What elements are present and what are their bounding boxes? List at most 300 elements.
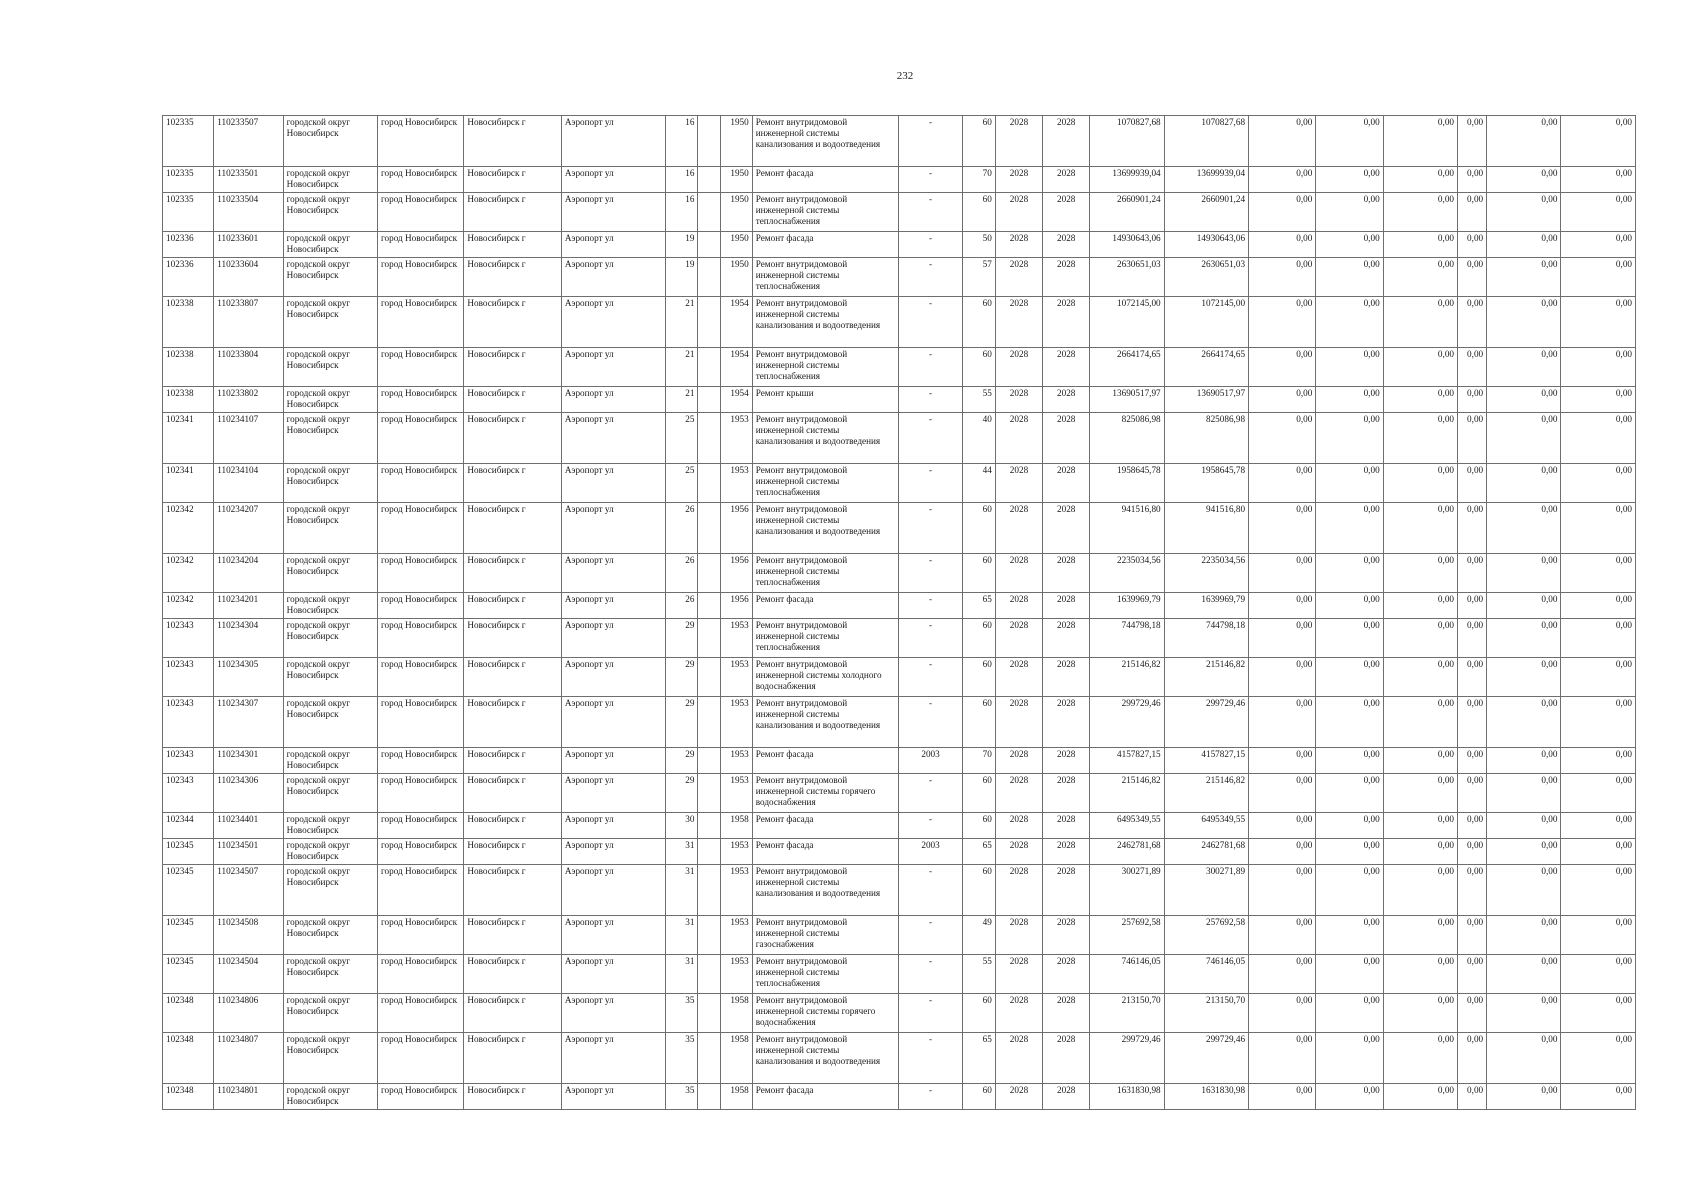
cell-house-id: 102342 [163,554,214,593]
cell-work-id: 110234207 [214,503,283,554]
cell-work-type: Ремонт фасада [752,232,899,258]
table-row [163,348,1636,387]
cell-last-repair-year: - [899,697,962,748]
cell-city: Новосибирск г [464,619,561,658]
cell-commission-year: 1953 [720,865,752,916]
cell-cost-fund: 825086,98 [1164,413,1248,464]
cell-municipal-district: городской округ Новосибирск [283,593,377,619]
cell-street: Аэропорт ул [561,258,665,297]
cell-plan-year-end: 2028 [1043,658,1090,697]
cell-cost-owners-extra: 0,00 [1458,813,1487,839]
cell-cost-owners-extra: 0,00 [1458,413,1487,464]
cell-house-number: 19 [666,232,698,258]
cell-cost-local: 0,00 [1383,813,1457,839]
cell-plan-year-end: 2028 [1043,167,1090,193]
cell-building-number [698,348,720,387]
cell-building-number [698,503,720,554]
cell-house-number: 29 [666,619,698,658]
cell-cost-fund: 941516,80 [1164,503,1248,554]
cell-cost-regional: 0,00 [1316,697,1383,748]
cell-settlement: город Новосибирск [378,503,464,554]
cell-plan-year-end: 2028 [1043,387,1090,413]
cell-cost-owners-extra: 0,00 [1458,116,1487,167]
cell-street: Аэропорт ул [561,297,665,348]
cell-cost-local: 0,00 [1383,554,1457,593]
cell-cost-local: 0,00 [1383,297,1457,348]
cell-cost-regional: 0,00 [1316,865,1383,916]
cell-last-repair-year: - [899,258,962,297]
cell-settlement: город Новосибирск [378,813,464,839]
cell-cost-local: 0,00 [1383,774,1457,813]
cell-building-number [698,697,720,748]
table-row [163,232,1636,258]
cell-work-id: 110234201 [214,593,283,619]
cell-cost-other: 0,00 [1487,193,1561,232]
cell-municipal-district: городской округ Новосибирск [283,258,377,297]
cell-work-id: 110234107 [214,413,283,464]
cell-wear-percent: 60 [962,116,995,167]
cell-house-number: 29 [666,697,698,748]
table-row [163,658,1636,697]
cell-street: Аэропорт ул [561,413,665,464]
table-row [163,774,1636,813]
cell-commission-year: 1958 [720,813,752,839]
cell-cost-federal: 0,00 [1249,1084,1316,1110]
cell-cost-federal: 0,00 [1249,774,1316,813]
cell-plan-year-start: 2028 [995,839,1042,865]
cell-plan-year-end: 2028 [1043,193,1090,232]
cell-last-repair-year: - [899,658,962,697]
table-row [163,167,1636,193]
cell-cost-regional: 0,00 [1316,387,1383,413]
cell-cost-other: 0,00 [1487,916,1561,955]
cell-plan-year-start: 2028 [995,1084,1042,1110]
cell-last-repair-year: - [899,193,962,232]
cell-cost-owners-extra: 0,00 [1458,593,1487,619]
cell-house-number: 35 [666,994,698,1033]
cell-plan-year-start: 2028 [995,232,1042,258]
cell-wear-percent: 60 [962,619,995,658]
cell-city: Новосибирск г [464,955,561,994]
cell-commission-year: 1953 [720,916,752,955]
cell-house-number: 16 [666,193,698,232]
cell-building-number [698,413,720,464]
cell-house-id: 102348 [163,1084,214,1110]
cell-wear-percent: 60 [962,1084,995,1110]
cell-cost-fund: 2462781,68 [1164,839,1248,865]
cell-cost-reserve: 0,00 [1561,348,1636,387]
cell-work-type: Ремонт внутридомовой инженерной системы канализования и водоотведения [752,1033,899,1084]
cell-city: Новосибирск г [464,167,561,193]
cell-city: Новосибирск г [464,464,561,503]
cell-work-type: Ремонт внутридомовой инженерной системы теплоснабжения [752,554,899,593]
cell-cost-owners-extra: 0,00 [1458,503,1487,554]
cell-commission-year: 1950 [720,232,752,258]
cell-cost-other: 0,00 [1487,116,1561,167]
cell-cost-fund: 257692,58 [1164,916,1248,955]
cell-cost-local: 0,00 [1383,413,1457,464]
cell-last-repair-year: 2003 [899,748,962,774]
cell-building-number [698,167,720,193]
cell-street: Аэропорт ул [561,116,665,167]
cell-cost-regional: 0,00 [1316,774,1383,813]
cell-cost-reserve: 0,00 [1561,232,1636,258]
cell-street: Аэропорт ул [561,387,665,413]
cell-municipal-district: городской округ Новосибирск [283,813,377,839]
cell-work-type: Ремонт фасада [752,167,899,193]
cell-municipal-district: городской округ Новосибирск [283,619,377,658]
cell-last-repair-year: - [899,1033,962,1084]
cell-total-cost: 941516,80 [1090,503,1164,554]
cell-cost-federal: 0,00 [1249,413,1316,464]
cell-street: Аэропорт ул [561,748,665,774]
cell-cost-federal: 0,00 [1249,593,1316,619]
cell-cost-federal: 0,00 [1249,658,1316,697]
cell-house-id: 102341 [163,413,214,464]
cell-cost-regional: 0,00 [1316,116,1383,167]
cell-wear-percent: 60 [962,813,995,839]
cell-building-number [698,387,720,413]
repair-register-table [162,115,1636,1110]
cell-cost-other: 0,00 [1487,413,1561,464]
cell-plan-year-end: 2028 [1043,116,1090,167]
cell-cost-reserve: 0,00 [1561,813,1636,839]
cell-building-number [698,619,720,658]
cell-cost-other: 0,00 [1487,503,1561,554]
cell-cost-regional: 0,00 [1316,839,1383,865]
cell-municipal-district: городской округ Новосибирск [283,116,377,167]
cell-house-number: 21 [666,348,698,387]
cell-plan-year-start: 2028 [995,297,1042,348]
cell-cost-federal: 0,00 [1249,748,1316,774]
cell-wear-percent: 65 [962,1033,995,1084]
cell-settlement: город Новосибирск [378,697,464,748]
cell-house-number: 25 [666,464,698,503]
cell-work-type: Ремонт внутридомовой инженерной системы теплоснабжения [752,955,899,994]
cell-cost-fund: 215146,82 [1164,774,1248,813]
table-row [163,387,1636,413]
cell-work-id: 110233604 [214,258,283,297]
cell-plan-year-end: 2028 [1043,593,1090,619]
cell-municipal-district: городской округ Новосибирск [283,994,377,1033]
cell-settlement: город Новосибирск [378,916,464,955]
cell-cost-owners-extra: 0,00 [1458,232,1487,258]
cell-settlement: город Новосибирск [378,1084,464,1110]
cell-last-repair-year: - [899,413,962,464]
cell-cost-regional: 0,00 [1316,813,1383,839]
cell-work-type: Ремонт внутридомовой инженерной системы канализования и водоотведения [752,116,899,167]
cell-wear-percent: 40 [962,413,995,464]
cell-cost-regional: 0,00 [1316,1033,1383,1084]
cell-house-number: 16 [666,167,698,193]
table-row [163,464,1636,503]
table-row [163,258,1636,297]
cell-cost-reserve: 0,00 [1561,865,1636,916]
cell-house-id: 102343 [163,748,214,774]
cell-total-cost: 2660901,24 [1090,193,1164,232]
cell-cost-local: 0,00 [1383,748,1457,774]
cell-total-cost: 2664174,65 [1090,348,1164,387]
cell-total-cost: 1072145,00 [1090,297,1164,348]
cell-cost-other: 0,00 [1487,955,1561,994]
cell-cost-federal: 0,00 [1249,839,1316,865]
cell-cost-owners-extra: 0,00 [1458,387,1487,413]
cell-municipal-district: городской округ Новосибирск [283,839,377,865]
cell-building-number [698,232,720,258]
cell-cost-other: 0,00 [1487,813,1561,839]
cell-commission-year: 1956 [720,554,752,593]
cell-cost-regional: 0,00 [1316,658,1383,697]
table-row [163,297,1636,348]
cell-municipal-district: городской округ Новосибирск [283,748,377,774]
cell-building-number [698,464,720,503]
cell-last-repair-year: - [899,116,962,167]
cell-settlement: город Новосибирск [378,593,464,619]
table-row [163,1084,1636,1110]
cell-work-type: Ремонт фасада [752,1084,899,1110]
cell-cost-reserve: 0,00 [1561,258,1636,297]
cell-commission-year: 1954 [720,297,752,348]
cell-work-id: 110233804 [214,348,283,387]
cell-work-type: Ремонт внутридомовой инженерной системы горячего водоснабжения [752,994,899,1033]
cell-work-type: Ремонт внутридомовой инженерной системы холодного водоснабжения [752,658,899,697]
cell-commission-year: 1956 [720,593,752,619]
cell-plan-year-end: 2028 [1043,839,1090,865]
cell-street: Аэропорт ул [561,167,665,193]
cell-cost-local: 0,00 [1383,387,1457,413]
cell-settlement: город Новосибирск [378,232,464,258]
cell-commission-year: 1953 [720,464,752,503]
cell-work-id: 110234401 [214,813,283,839]
cell-plan-year-start: 2028 [995,413,1042,464]
cell-cost-owners-extra: 0,00 [1458,1033,1487,1084]
cell-street: Аэропорт ул [561,774,665,813]
cell-cost-local: 0,00 [1383,503,1457,554]
cell-building-number [698,813,720,839]
cell-cost-owners-extra: 0,00 [1458,955,1487,994]
cell-commission-year: 1953 [720,955,752,994]
cell-plan-year-start: 2028 [995,1033,1042,1084]
cell-settlement: город Новосибирск [378,839,464,865]
cell-house-id: 102345 [163,916,214,955]
cell-plan-year-end: 2028 [1043,258,1090,297]
cell-city: Новосибирск г [464,258,561,297]
cell-house-id: 102344 [163,813,214,839]
cell-cost-reserve: 0,00 [1561,774,1636,813]
cell-municipal-district: городской округ Новосибирск [283,348,377,387]
cell-municipal-district: городской округ Новосибирск [283,774,377,813]
cell-cost-federal: 0,00 [1249,697,1316,748]
cell-cost-local: 0,00 [1383,994,1457,1033]
cell-cost-owners-extra: 0,00 [1458,774,1487,813]
cell-plan-year-start: 2028 [995,619,1042,658]
cell-work-id: 110234304 [214,619,283,658]
cell-work-id: 110233802 [214,387,283,413]
cell-total-cost: 6495349,55 [1090,813,1164,839]
cell-last-repair-year: - [899,232,962,258]
cell-cost-other: 0,00 [1487,1084,1561,1110]
cell-cost-other: 0,00 [1487,348,1561,387]
cell-cost-federal: 0,00 [1249,503,1316,554]
cell-plan-year-end: 2028 [1043,297,1090,348]
cell-plan-year-end: 2028 [1043,1033,1090,1084]
cell-cost-reserve: 0,00 [1561,554,1636,593]
cell-cost-owners-extra: 0,00 [1458,748,1487,774]
cell-building-number [698,258,720,297]
cell-total-cost: 300271,89 [1090,865,1164,916]
cell-work-type: Ремонт фасада [752,813,899,839]
cell-cost-federal: 0,00 [1249,348,1316,387]
cell-cost-owners-extra: 0,00 [1458,658,1487,697]
cell-street: Аэропорт ул [561,593,665,619]
cell-street: Аэропорт ул [561,193,665,232]
cell-work-id: 110234305 [214,658,283,697]
cell-city: Новосибирск г [464,348,561,387]
cell-building-number [698,554,720,593]
cell-settlement: город Новосибирск [378,297,464,348]
cell-cost-fund: 2664174,65 [1164,348,1248,387]
cell-house-id: 102335 [163,193,214,232]
cell-cost-federal: 0,00 [1249,955,1316,994]
cell-work-id: 110234807 [214,1033,283,1084]
cell-building-number [698,774,720,813]
cell-work-id: 110233501 [214,167,283,193]
cell-total-cost: 2235034,56 [1090,554,1164,593]
cell-street: Аэропорт ул [561,994,665,1033]
cell-cost-local: 0,00 [1383,1084,1457,1110]
cell-cost-reserve: 0,00 [1561,1033,1636,1084]
cell-work-type: Ремонт внутридомовой инженерной системы канализования и водоотведения [752,503,899,554]
cell-cost-other: 0,00 [1487,865,1561,916]
cell-cost-regional: 0,00 [1316,348,1383,387]
cell-work-id: 110234806 [214,994,283,1033]
cell-plan-year-start: 2028 [995,994,1042,1033]
cell-total-cost: 299729,46 [1090,697,1164,748]
cell-total-cost: 825086,98 [1090,413,1164,464]
cell-city: Новосибирск г [464,503,561,554]
cell-house-id: 102336 [163,232,214,258]
cell-house-id: 102338 [163,348,214,387]
cell-city: Новосибирск г [464,865,561,916]
cell-house-number: 21 [666,387,698,413]
cell-commission-year: 1958 [720,1084,752,1110]
cell-house-number: 26 [666,503,698,554]
cell-municipal-district: городской округ Новосибирск [283,232,377,258]
cell-house-id: 102338 [163,387,214,413]
cell-municipal-district: городской округ Новосибирск [283,1084,377,1110]
cell-street: Аэропорт ул [561,503,665,554]
cell-street: Аэропорт ул [561,554,665,593]
cell-cost-owners-extra: 0,00 [1458,619,1487,658]
cell-house-id: 102335 [163,116,214,167]
cell-house-number: 26 [666,554,698,593]
cell-house-id: 102342 [163,593,214,619]
cell-building-number [698,193,720,232]
cell-wear-percent: 60 [962,697,995,748]
cell-cost-owners-extra: 0,00 [1458,193,1487,232]
cell-settlement: город Новосибирск [378,348,464,387]
cell-cost-regional: 0,00 [1316,232,1383,258]
cell-city: Новосибирск г [464,697,561,748]
cell-house-number: 26 [666,593,698,619]
cell-municipal-district: городской округ Новосибирск [283,955,377,994]
cell-plan-year-start: 2028 [995,116,1042,167]
cell-street: Аэропорт ул [561,232,665,258]
table-row [163,994,1636,1033]
cell-house-id: 102338 [163,297,214,348]
cell-city: Новосибирск г [464,232,561,258]
cell-wear-percent: 50 [962,232,995,258]
cell-wear-percent: 60 [962,994,995,1033]
cell-total-cost: 1631830,98 [1090,1084,1164,1110]
cell-house-number: 16 [666,116,698,167]
cell-city: Новосибирск г [464,774,561,813]
cell-work-type: Ремонт внутридомовой инженерной системы газоснабжения [752,916,899,955]
cell-last-repair-year: - [899,813,962,839]
cell-city: Новосибирск г [464,554,561,593]
cell-cost-fund: 1070827,68 [1164,116,1248,167]
cell-cost-reserve: 0,00 [1561,658,1636,697]
cell-street: Аэропорт ул [561,1033,665,1084]
cell-work-type: Ремонт внутридомовой инженерной системы теплоснабжения [752,258,899,297]
cell-total-cost: 4157827,15 [1090,748,1164,774]
cell-house-number: 21 [666,297,698,348]
cell-commission-year: 1954 [720,348,752,387]
table-row [163,916,1636,955]
cell-municipal-district: городской округ Новосибирск [283,865,377,916]
cell-cost-fund: 299729,46 [1164,1033,1248,1084]
cell-work-id: 110234307 [214,697,283,748]
cell-cost-regional: 0,00 [1316,167,1383,193]
cell-cost-local: 0,00 [1383,193,1457,232]
cell-street: Аэропорт ул [561,697,665,748]
cell-wear-percent: 55 [962,955,995,994]
cell-building-number [698,916,720,955]
cell-wear-percent: 57 [962,258,995,297]
cell-cost-regional: 0,00 [1316,1084,1383,1110]
cell-settlement: город Новосибирск [378,865,464,916]
cell-house-id: 102336 [163,258,214,297]
cell-city: Новосибирск г [464,413,561,464]
cell-wear-percent: 60 [962,865,995,916]
cell-cost-fund: 13690517,97 [1164,387,1248,413]
cell-cost-regional: 0,00 [1316,593,1383,619]
cell-cost-reserve: 0,00 [1561,839,1636,865]
cell-settlement: город Новосибирск [378,748,464,774]
cell-municipal-district: городской округ Новосибирск [283,193,377,232]
cell-cost-regional: 0,00 [1316,503,1383,554]
cell-street: Аэропорт ул [561,658,665,697]
register-body [163,116,1636,1110]
cell-cost-fund: 215146,82 [1164,658,1248,697]
cell-building-number [698,865,720,916]
table-row [163,413,1636,464]
cell-cost-reserve: 0,00 [1561,413,1636,464]
cell-cost-local: 0,00 [1383,619,1457,658]
cell-cost-reserve: 0,00 [1561,697,1636,748]
cell-plan-year-end: 2028 [1043,916,1090,955]
cell-cost-fund: 746146,05 [1164,955,1248,994]
cell-cost-reserve: 0,00 [1561,748,1636,774]
cell-settlement: город Новосибирск [378,955,464,994]
cell-plan-year-start: 2028 [995,658,1042,697]
cell-plan-year-end: 2028 [1043,748,1090,774]
cell-cost-owners-extra: 0,00 [1458,464,1487,503]
cell-plan-year-start: 2028 [995,916,1042,955]
cell-cost-owners-extra: 0,00 [1458,865,1487,916]
cell-cost-fund: 2630651,03 [1164,258,1248,297]
cell-cost-regional: 0,00 [1316,258,1383,297]
